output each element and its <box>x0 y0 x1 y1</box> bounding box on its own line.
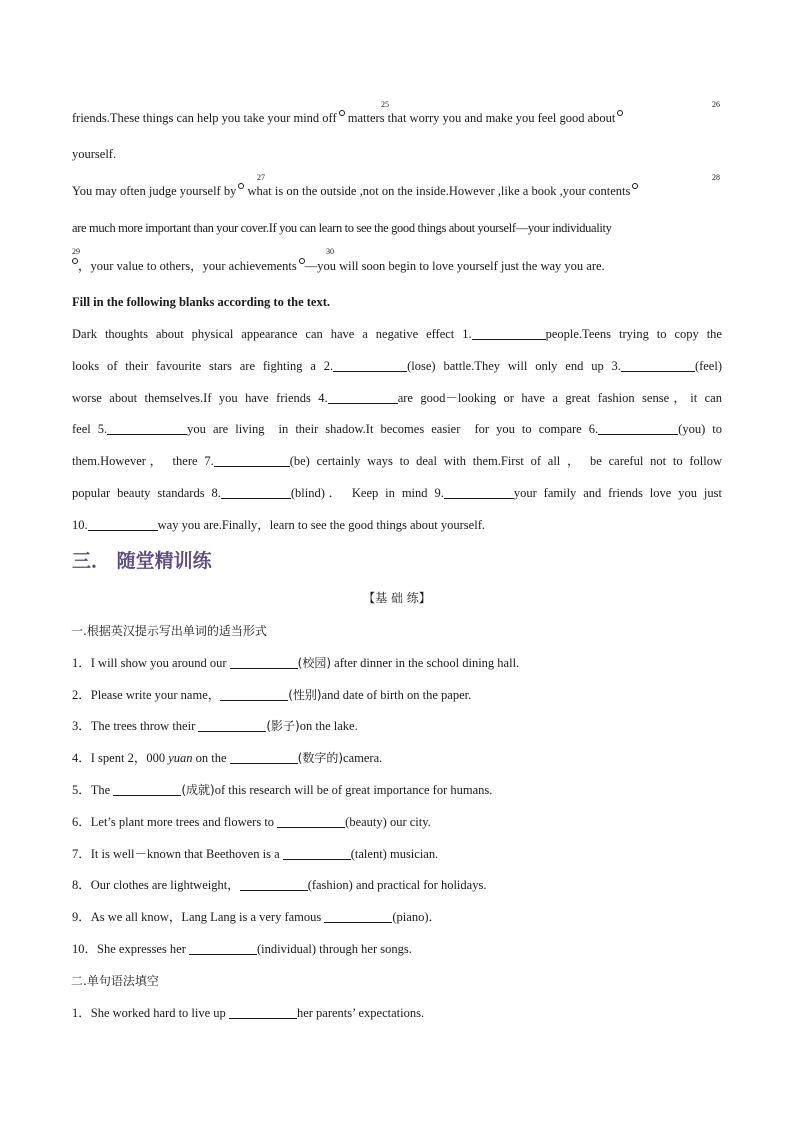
passage-line: are much more important than your cover.If you can learn to see the good things about yourself—your individuality <box>72 221 612 235</box>
answer-blank[interactable] <box>198 719 266 732</box>
answer-blank[interactable] <box>107 422 187 435</box>
answer-blank[interactable] <box>324 910 392 923</box>
list-item: 1．I will show you around our (校园) after dinner in the school dining hall. <box>72 656 520 670</box>
footnote-marker-icon <box>617 110 623 116</box>
section-subtitle: 【基 础 练】 <box>363 591 431 605</box>
answer-blank[interactable] <box>230 656 298 669</box>
passage-line: You may often judge yourself by what is on the outside ,not on the inside.However ,like a book ,your contents <box>72 183 638 199</box>
answer-blank[interactable] <box>444 486 514 499</box>
exercise-line: Dark thoughts about physical appearance can have a negative effect 1. people.Teens trying to copy the <box>72 327 722 341</box>
list-item: 7．It is well－known that Beethoven is a (talent) musician. <box>72 847 439 861</box>
exercise-line: popular beauty standards 8. (blind)． Keep in mind 9. your family and friends love you just <box>72 486 722 500</box>
answer-blank[interactable] <box>621 359 695 372</box>
footnote-number: 28 <box>712 173 720 182</box>
list-item: 6．Let’s plant more trees and flowers to (beauty) our city. <box>72 815 431 829</box>
exercise-line: them.However， there 7. (be) certainly ways to deal with them.First of all ， be careful not to follow <box>72 454 722 468</box>
exercise-line: feel 5. you are living in their shadow.It becomes easier for you to compare 6. (you) to <box>72 422 723 436</box>
list-item: 4．I spent 2，000 yuan on the (数字的)camera. <box>72 751 383 765</box>
answer-blank[interactable] <box>220 688 288 701</box>
footnote-marker-icon <box>632 183 638 189</box>
part-heading: 一.根据英汉提示写出单词的适当形式 <box>71 624 267 638</box>
exercise-line: worse about themselves.If you have friends 4. are good－looking or have a great fashion sense，it can <box>72 391 722 405</box>
list-item: 9．As we all know，Lang Lang is a very famous (piano)． <box>72 910 442 924</box>
list-item: 8．Our clothes are lightweight， (fashion) and practical for holidays. <box>72 878 487 892</box>
answer-blank[interactable] <box>88 518 158 531</box>
exercise-heading: Fill in the following blanks according to the text. <box>72 295 330 309</box>
answer-blank[interactable] <box>230 751 298 764</box>
footnote-number: 25 <box>381 100 389 109</box>
answer-blank[interactable] <box>221 486 291 499</box>
list-item: 3．The trees throw their (影子)on the lake. <box>72 719 358 733</box>
answer-blank[interactable] <box>283 847 351 860</box>
list-item: 10．She expresses her (individual) through her songs. <box>72 942 412 956</box>
answer-blank[interactable] <box>472 327 546 340</box>
list-item: 5．The (成就)of this research will be of great importance for humans. <box>72 783 493 797</box>
section-title: 三． 随堂精训练 <box>72 550 212 572</box>
answer-blank[interactable] <box>240 878 308 891</box>
answer-blank[interactable] <box>277 815 345 828</box>
answer-blank[interactable] <box>328 391 398 404</box>
footnote-number: 30 <box>326 247 334 256</box>
answer-blank[interactable] <box>333 359 407 372</box>
passage-line: yourself. <box>72 147 117 161</box>
answer-blank[interactable] <box>598 422 678 435</box>
answer-blank[interactable] <box>113 783 181 796</box>
answer-blank[interactable] <box>214 454 290 467</box>
exercise-line: looks of their favourite stars are fighting a 2. (lose) battle.They will only end up 3. (feel) <box>72 359 722 373</box>
answer-blank[interactable] <box>189 942 257 955</box>
footnote-number: 29 <box>72 247 80 256</box>
answer-blank[interactable] <box>229 1006 297 1019</box>
part-heading: 二.单句语法填空 <box>71 974 159 988</box>
footnote-number: 26 <box>712 100 720 109</box>
exercise-line: 10. way you are.Finally，learn to see the good things about yourself. <box>72 518 485 532</box>
list-item: 1．She worked hard to live up her parents’ expectations. <box>72 1006 425 1020</box>
passage-line: friends.These things can help you take your mind off matters that worry you and make you feel good about <box>72 110 623 126</box>
list-item: 2．Please write your name， (性别)and date of birth on the paper. <box>72 688 472 702</box>
footnote-number: 27 <box>257 173 265 182</box>
passage-line: ，your value to others，your achievements —you will soon begin to love yourself just the way you are. <box>72 258 605 274</box>
